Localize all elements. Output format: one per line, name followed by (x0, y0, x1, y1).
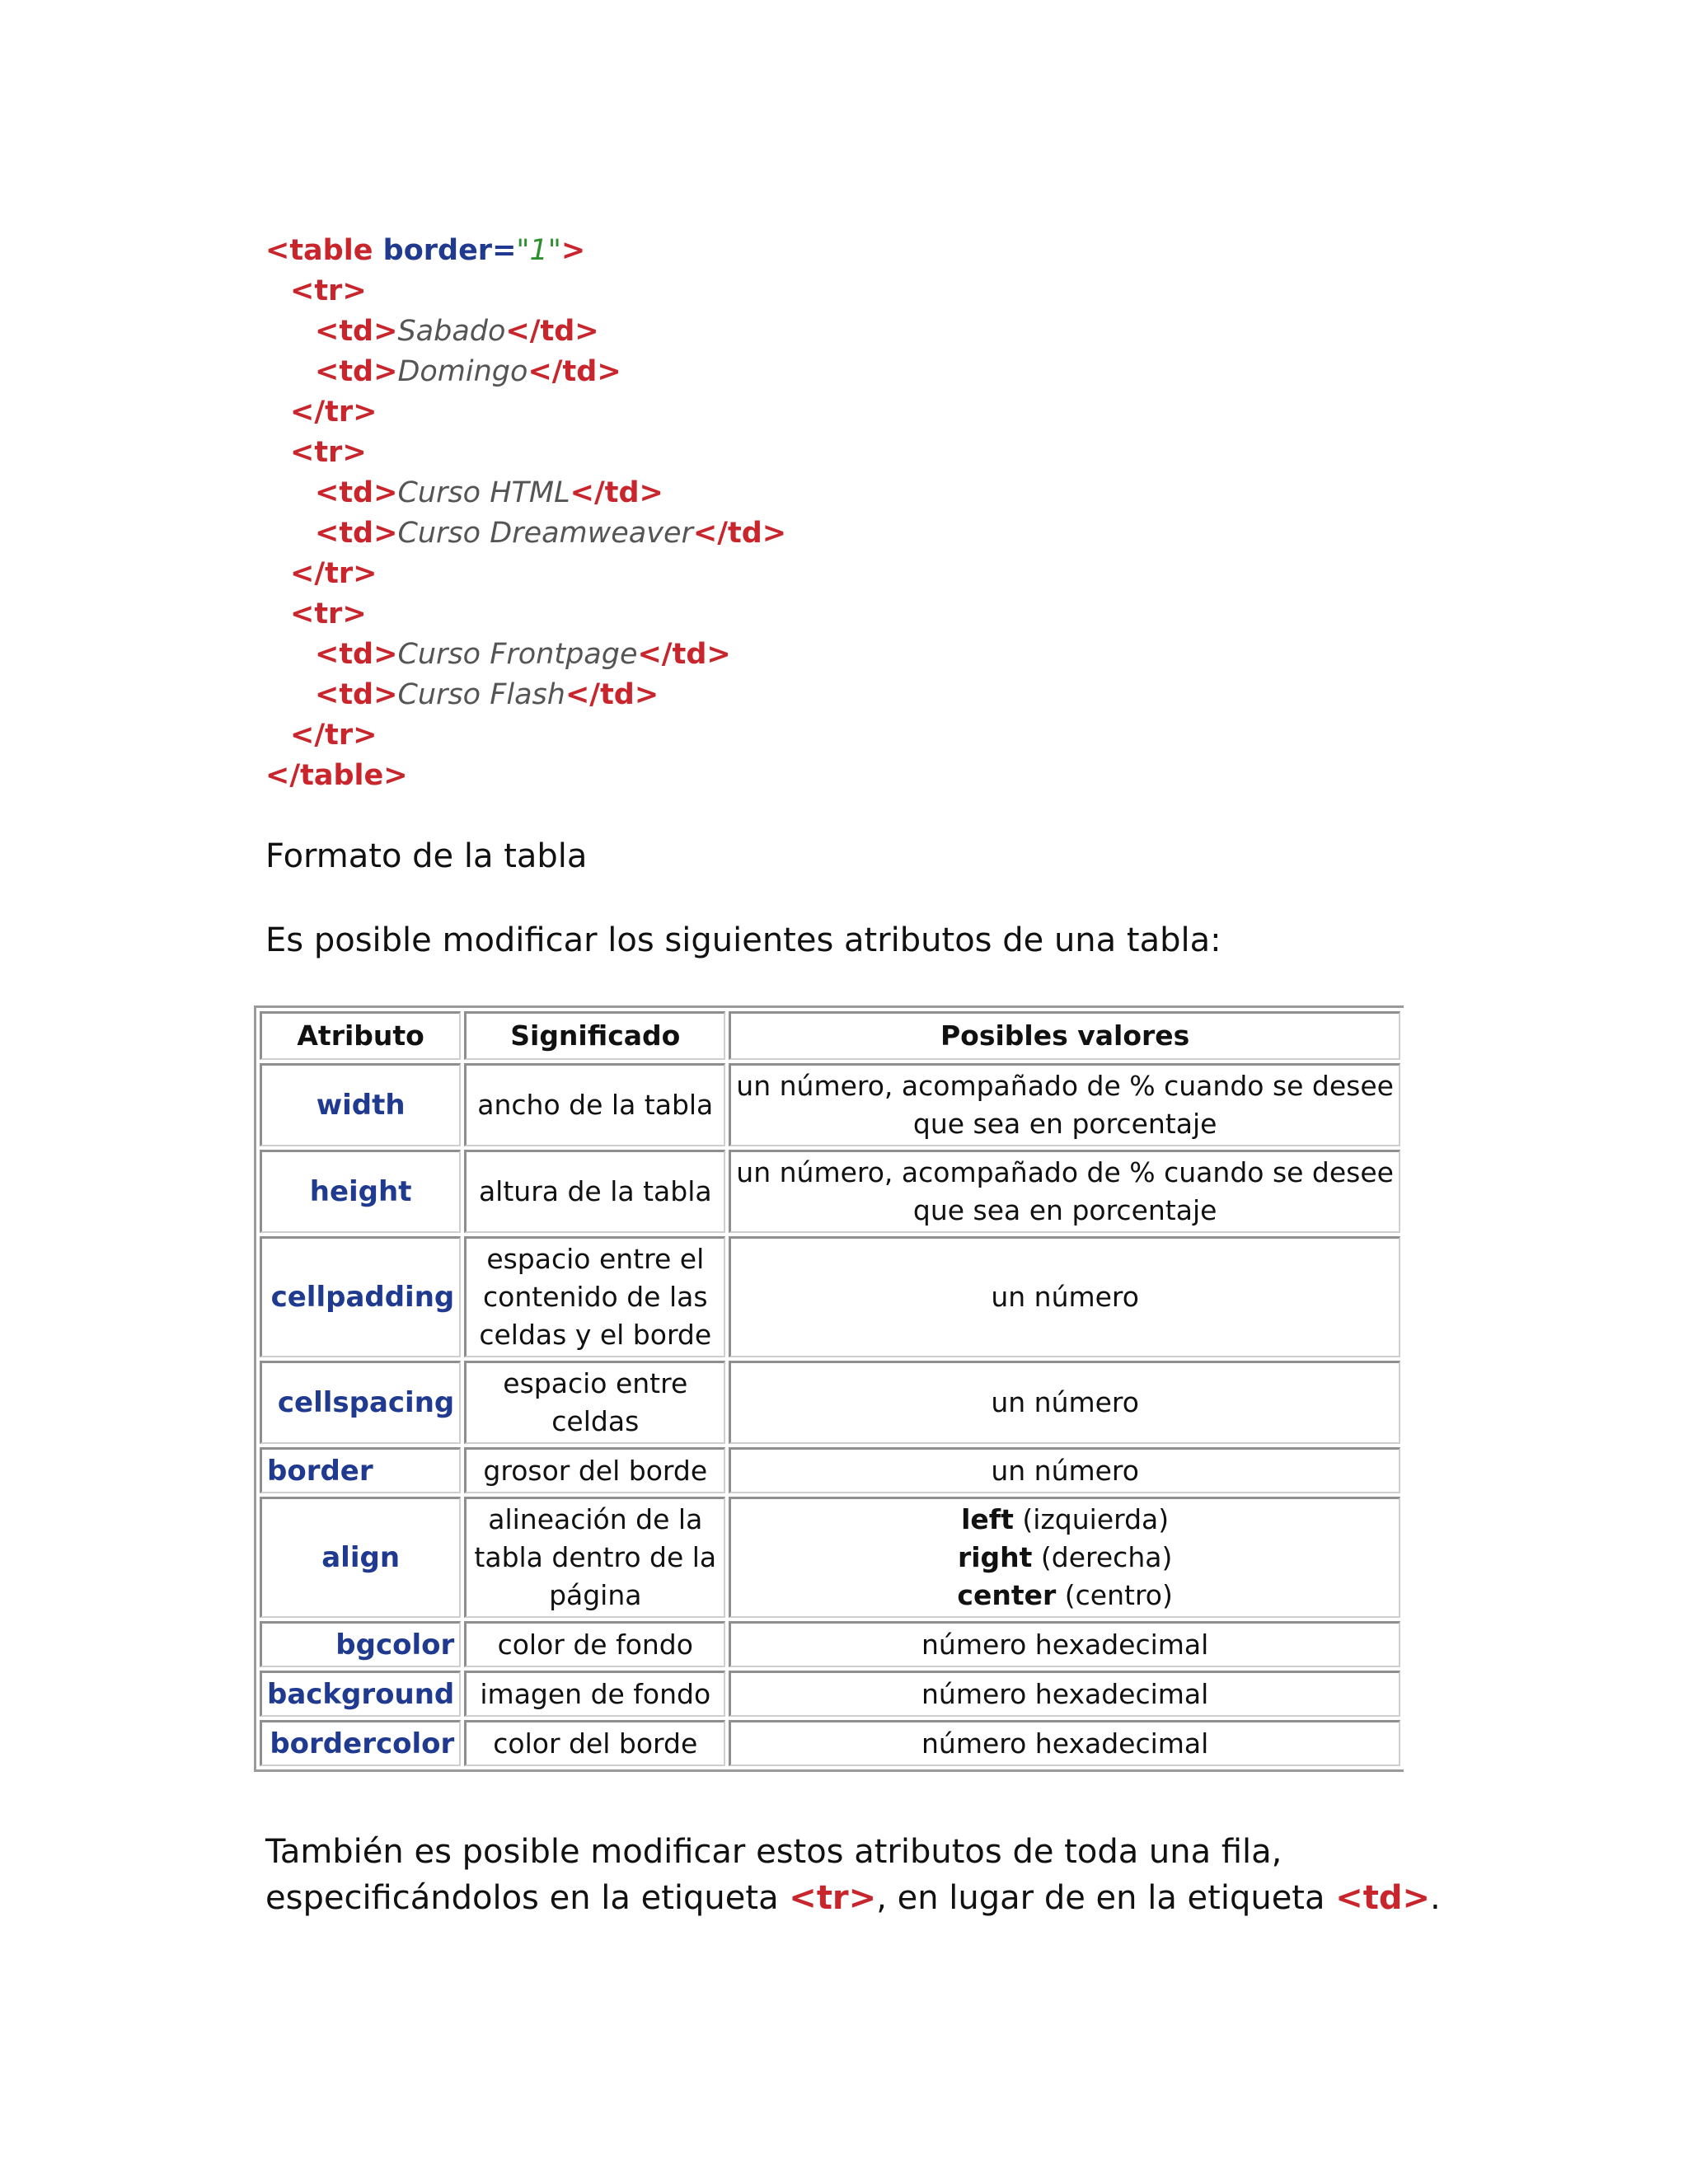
attribute-values: un número (729, 1447, 1400, 1493)
table-row (260, 1150, 1400, 1233)
intro-paragraph: Es posible modificar los siguientes atributos de una tabla: (265, 921, 1221, 959)
code-tag: </tr> (290, 557, 377, 590)
table-row (260, 1621, 1400, 1667)
table-row (260, 1497, 1400, 1618)
value-line: que sea en porcentaje (912, 1194, 1217, 1226)
code-line (265, 594, 786, 635)
code-tag: </td> (692, 517, 787, 550)
attribute-meaning: grosor del borde (464, 1447, 725, 1493)
align-keyword: right (957, 1541, 1033, 1573)
code-tag: </table> (265, 759, 408, 792)
value-line: que sea en porcentaje (912, 1108, 1217, 1140)
code-tag: > (560, 234, 586, 267)
attribute-values: un número (729, 1361, 1400, 1444)
attribute-meaning: espacio entre celdas (464, 1361, 725, 1444)
code-tag: </td> (528, 355, 621, 388)
attribute-name: width (260, 1063, 461, 1146)
attribute-name: align (260, 1497, 461, 1618)
align-description: (centro) (1056, 1579, 1173, 1611)
code-line (265, 635, 786, 675)
code-attribute: border (382, 234, 493, 267)
attribute-name: height (260, 1150, 461, 1233)
code-tag: </tr> (290, 719, 377, 752)
code-line (265, 392, 786, 433)
attribute-values (729, 1063, 1400, 1146)
attribute-meaning: altura de la tabla (464, 1150, 725, 1233)
align-value-center (736, 1577, 1394, 1615)
closing-text: . (1430, 1879, 1441, 1917)
align-value-left (736, 1501, 1394, 1539)
closing-text: , en lugar de en la etiqueta (876, 1879, 1336, 1917)
attribute-values: número hexadecimal (729, 1671, 1400, 1717)
attribute-values: número hexadecimal (729, 1621, 1400, 1667)
code-tag: <td> (315, 638, 398, 671)
attribute-values (729, 1497, 1400, 1618)
header-meaning: Significado (464, 1011, 725, 1060)
code-tag: </td> (637, 638, 731, 671)
attribute-meaning: espacio entre el contenido de las celdas y el borde (464, 1236, 725, 1357)
code-tag: </td> (570, 476, 663, 509)
code-line-table-open (265, 231, 786, 271)
table-header-row (260, 1011, 1400, 1060)
code-line (265, 473, 786, 513)
closing-text: especificándolos en la etiqueta (265, 1879, 790, 1917)
code-content: Curso HTML (397, 476, 570, 509)
attributes-table (254, 1005, 1404, 1772)
attribute-name: bordercolor (260, 1720, 461, 1766)
code-line (265, 554, 786, 594)
code-line (265, 675, 786, 715)
code-line (265, 715, 786, 756)
code-tag: <table (265, 234, 373, 267)
attribute-name: cellspacing (260, 1361, 461, 1444)
code-line (265, 513, 786, 554)
code-content: Sabado (397, 315, 506, 348)
code-content: Curso Flash (397, 678, 565, 711)
code-line (265, 352, 786, 392)
attribute-values: un número (729, 1236, 1400, 1357)
code-equals: = (492, 234, 517, 267)
attribute-name: background (260, 1671, 461, 1717)
attribute-name: cellpadding (260, 1236, 461, 1357)
code-tag: <td> (315, 517, 398, 550)
attribute-meaning: ancho de la tabla (464, 1063, 725, 1146)
align-value-right (736, 1539, 1394, 1577)
code-tag: <tr> (290, 598, 367, 630)
code-tag: <td> (315, 476, 398, 509)
code-content: Curso Dreamweaver (397, 517, 693, 550)
code-line (265, 756, 786, 796)
align-description: (derecha) (1032, 1541, 1173, 1573)
code-line (265, 312, 786, 352)
align-description: (izquierda) (1013, 1503, 1170, 1535)
code-line (265, 433, 786, 473)
align-keyword: left (961, 1503, 1014, 1535)
table-row (260, 1720, 1400, 1766)
code-content: Curso Frontpage (397, 638, 638, 671)
table-row (260, 1361, 1400, 1444)
code-tag: <td> (315, 355, 398, 388)
table-row (260, 1063, 1400, 1146)
value-line: un número, acompañado de % cuando se desee (736, 1156, 1394, 1188)
header-attribute: Atributo (260, 1011, 461, 1060)
code-tag: <td> (315, 315, 398, 348)
code-string: "1" (516, 234, 561, 267)
code-tag: <tr> (290, 274, 367, 307)
attribute-name: border (260, 1447, 461, 1493)
html-code-example (265, 231, 786, 796)
table-row (260, 1236, 1400, 1357)
code-tag: <tr> (290, 436, 367, 469)
section-heading: Formato de la tabla (265, 837, 588, 875)
header-values: Posibles valores (729, 1011, 1400, 1060)
attribute-meaning: imagen de fondo (464, 1671, 725, 1717)
align-keyword: center (957, 1579, 1057, 1611)
code-content: Domingo (397, 355, 528, 388)
attribute-meaning: color de fondo (464, 1621, 725, 1667)
attributes-table-container (264, 1005, 1414, 1760)
closing-line-1: También es posible modificar estos atributos de toda una fila, (265, 1833, 1282, 1871)
code-line (265, 271, 786, 312)
code-tag: </td> (505, 315, 599, 348)
table-row (260, 1671, 1400, 1717)
code-tag: </tr> (290, 396, 377, 429)
code-tag: <td> (315, 678, 398, 711)
inline-code-td: <td> (1335, 1879, 1431, 1917)
attribute-meaning: alineación de la tabla dentro de la página (464, 1497, 725, 1618)
code-tag: </td> (565, 678, 659, 711)
attribute-meaning: color del borde (464, 1720, 725, 1766)
inline-code-tr: <tr> (789, 1879, 877, 1917)
value-line: un número, acompañado de % cuando se desee (736, 1070, 1394, 1102)
attribute-values: número hexadecimal (729, 1720, 1400, 1766)
attribute-name: bgcolor (260, 1621, 461, 1667)
attribute-values (729, 1150, 1400, 1233)
table-row (260, 1447, 1400, 1493)
closing-line-2 (265, 1879, 1441, 1917)
